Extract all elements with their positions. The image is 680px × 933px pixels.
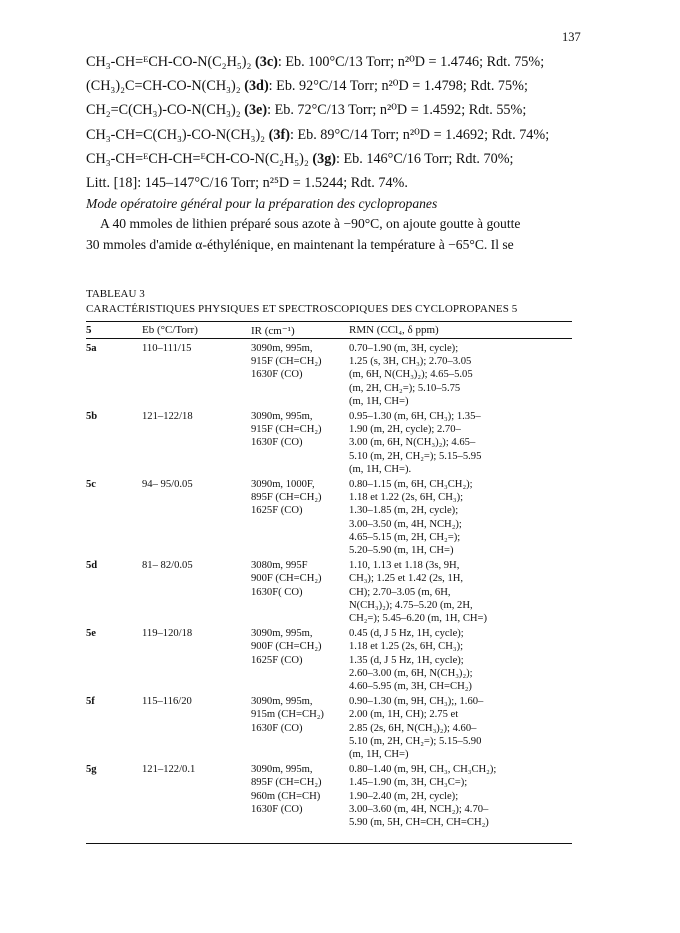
table-row [0, 410, 680, 478]
method-paragraph [86, 214, 572, 255]
nmr-line: 1.18 et 1.22 (2s, 6H, CH₃); [349, 492, 464, 504]
nmr-line: (m, 2H, CH₂=); 5.10–5.75 [349, 382, 461, 394]
compound-properties: : Eb. 146°C/16 Torr; Rdt. 70%; [336, 150, 514, 167]
compound-line [86, 147, 572, 171]
method-heading: Mode opératoire général pour la préparation des cyclopropanes [86, 196, 438, 212]
compound-line [86, 74, 572, 98]
table-header-rule [86, 338, 572, 339]
cell-nmr [349, 410, 481, 476]
ir-line: 915m (CH=CH₂) [251, 709, 324, 721]
cell-ir [251, 763, 322, 816]
nmr-line: 2.60–3.00 (m, 6H, N(CH₃)₂); [349, 667, 473, 679]
ir-line: 915F (CH=CH₂) [251, 424, 322, 436]
cell-compound: 5b [86, 411, 98, 422]
ir-line: 3090m, 1000F, [251, 479, 315, 490]
cell-boiling-point: 121–122/18 [142, 411, 193, 422]
compound-formula: (CH₃)₂C=CH-CO-N(CH₃)₂ [86, 78, 241, 95]
nmr-line: 3.00–3.60 (m, 4H, NCH₂); 4.70– [349, 803, 489, 815]
paragraph-line: A 40 mmoles de lithien préparé sous azote à −90°C, on ajoute goutte à goutte [100, 216, 521, 232]
nmr-line: 2.85 (2s, 6H, N(CH₃)₂); 4.60– [349, 722, 477, 734]
cell-nmr [349, 559, 487, 625]
nmr-line: 0.70–1.90 (m, 3H, cycle); [349, 343, 459, 354]
nmr-line: 5.90 (m, 5H, CH=CH, CH=CH₂) [349, 817, 489, 828]
ir-line: 3090m, 995m, [251, 411, 313, 422]
cell-compound: 5g [86, 764, 97, 776]
nmr-line: 1.25 (s, 3H, CH₃); 2.70–3.05 [349, 356, 472, 368]
cell-nmr [349, 763, 496, 829]
cell-nmr [349, 695, 483, 761]
compound-properties: : Eb. 92°C/14 Torr; n²⁰D = 1.4798; Rdt. 75%; [268, 78, 528, 95]
table-header [0, 322, 680, 338]
cell-boiling-point: 119–120/18 [142, 628, 193, 640]
nmr-line: 0.80–1.40 (m, 9H, CH₃, CH₃CH₂); [349, 764, 497, 776]
cell-compound: 5f [86, 696, 95, 708]
compound-properties: : Eb. 72°C/13 Torr; n²⁰D = 1.4592; Rdt. 55%; [267, 102, 527, 119]
compound-formula: CH₃-CH=ᴱCH-CH=ᴱCH-CO-N(C₂H₅)₂ [86, 150, 309, 167]
nmr-line: 1.18 et 1.25 (2s, 6H, CH₃); [349, 641, 464, 653]
table-row [0, 763, 680, 831]
table-row [0, 342, 680, 410]
nmr-line: 4.65–5.15 (m, 2H, CH₂=); [349, 531, 461, 543]
ir-line: 3090m, 995m, [251, 628, 313, 640]
nmr-line: 0.80–1.15 (m, 6H, CH₃CH₂); [349, 479, 473, 490]
cell-compound: 5e [86, 628, 96, 640]
header-nmr: RMN (CCl₄, δ ppm) [349, 324, 439, 336]
ir-line: 3090m, 995m, [251, 343, 313, 354]
compound-formula: Litt. [18]: 145–147°C/16 Torr; n²⁵D = 1.5244; Rdt. 74%. [86, 175, 408, 192]
cell-ir [251, 559, 322, 599]
header-compound: 5 [86, 324, 92, 336]
nmr-line: 3.00 (m, 6H, N(CH₃)₂); 4.65– [349, 437, 476, 449]
cell-boiling-point: 121–122/0.1 [142, 764, 196, 776]
cell-ir [251, 342, 322, 382]
ir-line: 3090m, 995m, [251, 696, 313, 708]
ir-line: 1625F (CO) [251, 505, 303, 517]
cell-compound: 5a [86, 343, 97, 354]
nmr-line: 2.00 (m, 1H, CH); 2.75 et [349, 709, 459, 721]
compound-properties: : Eb. 100°C/13 Torr; n²⁰D = 1.4746; Rdt. 75%; [277, 54, 545, 70]
nmr-line: 1.10, 1.13 et 1.18 (3s, 9H, [349, 560, 460, 572]
cell-nmr [349, 627, 473, 693]
nmr-line: 1.45–1.90 (m, 3H, CH₃C=); [349, 777, 468, 789]
ir-line: 1630F (CO) [251, 722, 303, 734]
compound-line [86, 171, 572, 195]
cell-boiling-point: 115–116/20 [142, 696, 192, 708]
compound-line [86, 98, 572, 122]
compound-properties: : Eb. 89°C/14 Torr; n²⁰D = 1.4692; Rdt. 74%; [289, 126, 550, 143]
nmr-line: 1.30–1.85 (m, 2H, cycle); [349, 505, 459, 517]
nmr-line: 3.00–3.50 (m, 4H, NCH₂); [349, 518, 462, 530]
nmr-line: 0.90–1.30 (m, 9H, CH₃);, 1.60– [349, 696, 484, 708]
ir-line: 1630F( CO) [251, 586, 303, 598]
cell-ir [251, 410, 322, 450]
nmr-line: CH₃); 1.25 et 1.42 (2s, 1H, [349, 573, 464, 585]
compound-line [86, 50, 572, 74]
nmr-line: (m, 1H, CH=). [349, 463, 412, 475]
page-number: 137 [562, 30, 581, 44]
table-row [0, 478, 680, 559]
ir-line: 895F (CH=CH₂) [251, 777, 322, 789]
cell-ir [251, 695, 324, 735]
nmr-line: 4.60–5.95 (m, 3H, CH=CH₂) [349, 681, 472, 692]
nmr-line: (m, 1H, CH=) [349, 749, 409, 760]
compound-label: (3g) [312, 150, 337, 167]
compound-label: (3e) [244, 102, 268, 119]
nmr-line: 1.90 (m, 2H, cycle); 2.70– [349, 424, 461, 436]
nmr-line: 5.10 (m, 2H, CH₂=); 5.15–5.90 [349, 735, 482, 747]
compound-formula: CH₃-CH=ᴱCH-CO-N(C₂H₅)₂ [86, 54, 252, 70]
compound-label: (3f) [268, 126, 290, 143]
compound-data-lines [86, 50, 572, 195]
cell-boiling-point: 81– 82/0.05 [142, 560, 193, 572]
ir-line: 900F (CH=CH₂) [251, 641, 322, 653]
ir-line: 1630F (CO) [251, 369, 303, 381]
ir-line: 900F (CH=CH₂) [251, 573, 322, 585]
nmr-line: CH); 2.70–3.05 (m, 6H, [349, 586, 451, 598]
table-caption: CARACTÉRISTIQUES PHYSIQUES ET SPECTROSCOPIQUES DES CYCLOPROPANES 5 [86, 303, 518, 315]
table-row [0, 695, 680, 763]
nmr-line: 5.10 (m, 2H, CH₂=); 5.15–5.95 [349, 450, 482, 462]
nmr-line: CH₂=); 5.45–6.20 (m, 1H, CH=) [349, 613, 488, 624]
ir-line: 895F (CH=CH₂) [251, 492, 322, 504]
nmr-line: 1.35 (d, J 5 Hz, 1H, cycle); [349, 654, 464, 666]
compound-formula: CH₃-CH=C(CH₃)-CO-N(CH₃)₂ [86, 126, 266, 143]
cell-boiling-point: 110–111/15 [142, 343, 192, 354]
ir-line: 3080m, 995F [251, 560, 308, 572]
ir-line: 3090m, 995m, [251, 764, 313, 776]
compound-label: (3c) [255, 54, 278, 70]
nmr-line: 5.20–5.90 (m, 1H, CH=) [349, 545, 454, 557]
ir-line: 1625F (CO) [251, 654, 303, 666]
compound-formula: CH₂=C(CH₃)-CO-N(CH₃)₂ [86, 102, 241, 119]
nmr-line: N(CH₃)₂); 4.75–5.20 (m, 2H, [349, 599, 473, 611]
ir-line: 1630F (CO) [251, 437, 303, 449]
table-body [0, 342, 680, 831]
header-ir: IR (cm⁻¹) [251, 325, 295, 337]
table-row [0, 559, 680, 627]
compound-label: (3d) [244, 78, 269, 95]
prose-block [86, 50, 572, 255]
header-boiling-point: Eb (°C/Torr) [142, 324, 198, 336]
cell-compound: 5c [86, 479, 96, 490]
cell-compound: 5d [86, 560, 98, 572]
nmr-line: 0.45 (d, J 5 Hz, 1H, cycle); [349, 628, 464, 640]
cell-boiling-point: 94– 95/0.05 [142, 479, 193, 490]
paragraph-line: 30 mmoles d'amide α-éthylénique, en maintenant la température à −65°C. Il se [86, 236, 514, 252]
ir-line: 915F (CH=CH₂) [251, 356, 322, 368]
cell-ir [251, 478, 322, 518]
ir-line: 960m (CH=CH) [251, 790, 321, 802]
compound-line [86, 123, 572, 147]
cell-ir [251, 627, 322, 667]
cell-nmr [349, 478, 473, 557]
table-row [0, 627, 680, 695]
cell-nmr [349, 342, 473, 408]
nmr-line: 0.95–1.30 (m, 6H, CH₃); 1.35– [349, 411, 481, 422]
ir-line: 1630F (CO) [251, 803, 303, 815]
nmr-line: 1.90–2.40 (m, 2H, cycle); [349, 790, 459, 802]
nmr-line: (m, 1H, CH=) [349, 395, 409, 407]
table-label: TABLEAU 3 [86, 288, 145, 300]
table-bottom-rule [86, 843, 572, 844]
nmr-line: (m, 6H, N(CH₃)₂); 4.65–5.05 [349, 369, 473, 381]
